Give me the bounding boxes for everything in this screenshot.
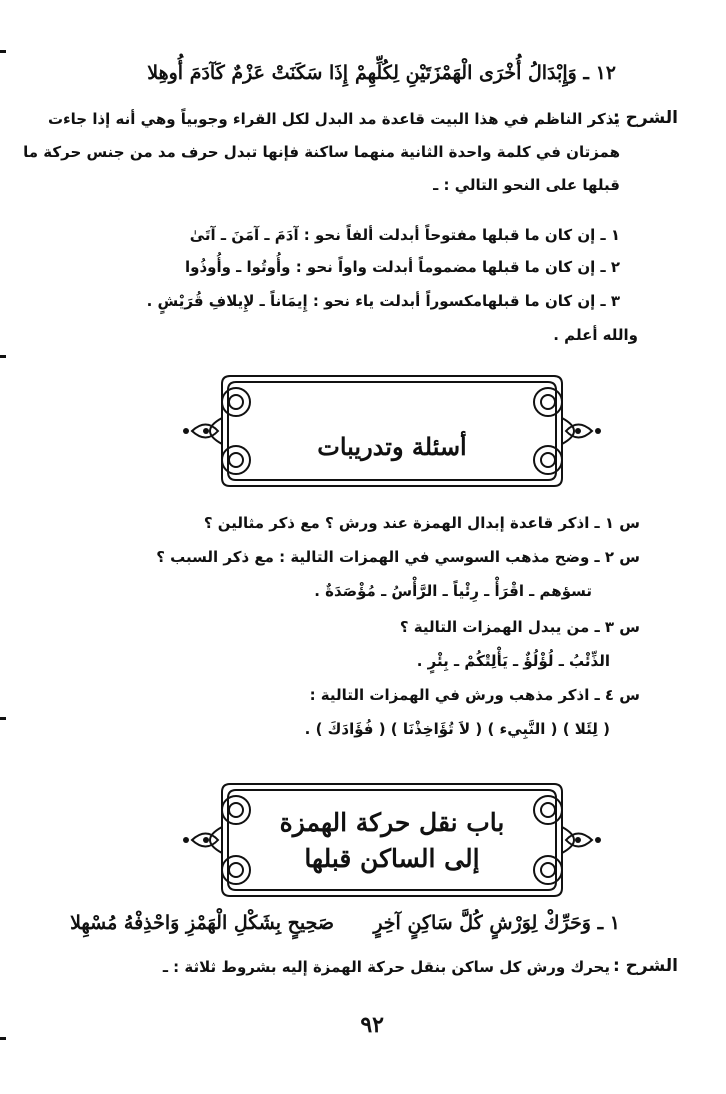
question-examples: ( لِئَلا ) ( النَّبِيء ) ( لاَ تُؤَاخِذْنَا ) ( فُؤَادَكَ ) . — [304, 720, 610, 738]
question-item: س ٤ ـ اذكر مذهب ورش في الهمزات التالية : — [309, 686, 640, 704]
commentary-label: الشرح : — [612, 956, 678, 976]
closing-text: والله أعلم . — [553, 326, 638, 344]
chapter-title-line-1: باب نقل حركة الهمزة — [279, 808, 505, 837]
verse-1-hemistich-1: ١ ـ وَحَرِّكْ لِوَرْشٍ كُلَّ سَاكِنٍ آخِرٍ — [373, 912, 620, 934]
question-examples: تسؤهم ـ اقْرَأْ ـ رِئْياً ـ الرَّأْسُ ـ مُؤْصَدَةٌ . — [314, 582, 592, 600]
scan-edge-mark — [0, 50, 6, 53]
rule-item: ٣ ـ إن كان ما قبلهامكسوراً أبدلت ياء نحو : إِيمَاناً ـ لإِيلافِ قُرَيْشٍ . — [146, 292, 620, 310]
question-item: س ٣ ـ من يبدل الهمزات التالية ؟ — [399, 618, 640, 636]
scan-edge-mark — [0, 717, 6, 720]
chapter-cartouche — [178, 778, 606, 902]
verse-12-hemistich-2: إِذَا سَكَنَتْ عَزْمٌ كَآدَمَ أُوهِلا — [147, 62, 348, 84]
section-title: أسئلة وتدريبات — [317, 432, 467, 461]
chapter-title-line-2: إلى الساكن قبلها — [304, 844, 480, 873]
rule-item: ١ ـ إن كان ما قبلها مفتوحاً أبدلت ألفاً نحو : آدَمَ ـ آمَنَ ـ آتَىٰ — [189, 226, 620, 244]
section-cartouche — [178, 370, 606, 492]
scan-edge-mark — [0, 355, 6, 358]
ornamental-frame-icon — [178, 370, 606, 492]
commentary-line: قبلها على النحو التالي : ـ — [433, 176, 620, 194]
question-item: س ٢ ـ وضح مذهب السوسي في الهمزات التالية : مع ذكر السبب ؟ — [156, 548, 640, 566]
question-examples: الذِّئْبُ ـ لُؤْلُؤٌ ـ يَأْلِتْكُمْ ـ بِئْرٍ . — [416, 652, 610, 670]
commentary-line: همزتان في كلمة واحدة الثانية منهما ساكنة فإنها تبدل حرف مد من جنس حركة ما — [23, 143, 620, 161]
commentary-line: يذكر الناظم في هذا البيت قاعدة مد البدل لكل القراء وجوبياً وهي أنه إذا جاءت — [47, 110, 620, 128]
question-item: س ١ ـ اذكر قاعدة إبدال الهمزة عند ورش ؟ مع ذكر مثالين ؟ — [203, 514, 640, 532]
verse-1-hemistich-2: صَحِيحٍ بِشَكْلِ الْهَمْزِ وَاحْذِفْهُ مُسْهِلا — [70, 912, 334, 934]
scan-edge-mark — [0, 1037, 6, 1040]
commentary-line: يحرك ورش كل ساكن بنقل حركة الهمزة إليه بشروط ثلاثة : ـ — [162, 958, 610, 976]
ornamental-frame-icon — [178, 778, 606, 902]
page-number: ٩٢ — [360, 1012, 384, 1038]
commentary-label: الشرح : — [612, 108, 678, 128]
rule-item: ٢ ـ إن كان ما قبلها مضموماً أبدلت واواً نحو : وأُوتُوا ـ وأُوذُوا — [184, 258, 620, 276]
verse-12-hemistich-1: ١٢ ـ وَإِبْدَالُ أُخْرَى الْهَمْزَتَيْنِ لِكُلِّهِمْ — [355, 62, 616, 84]
